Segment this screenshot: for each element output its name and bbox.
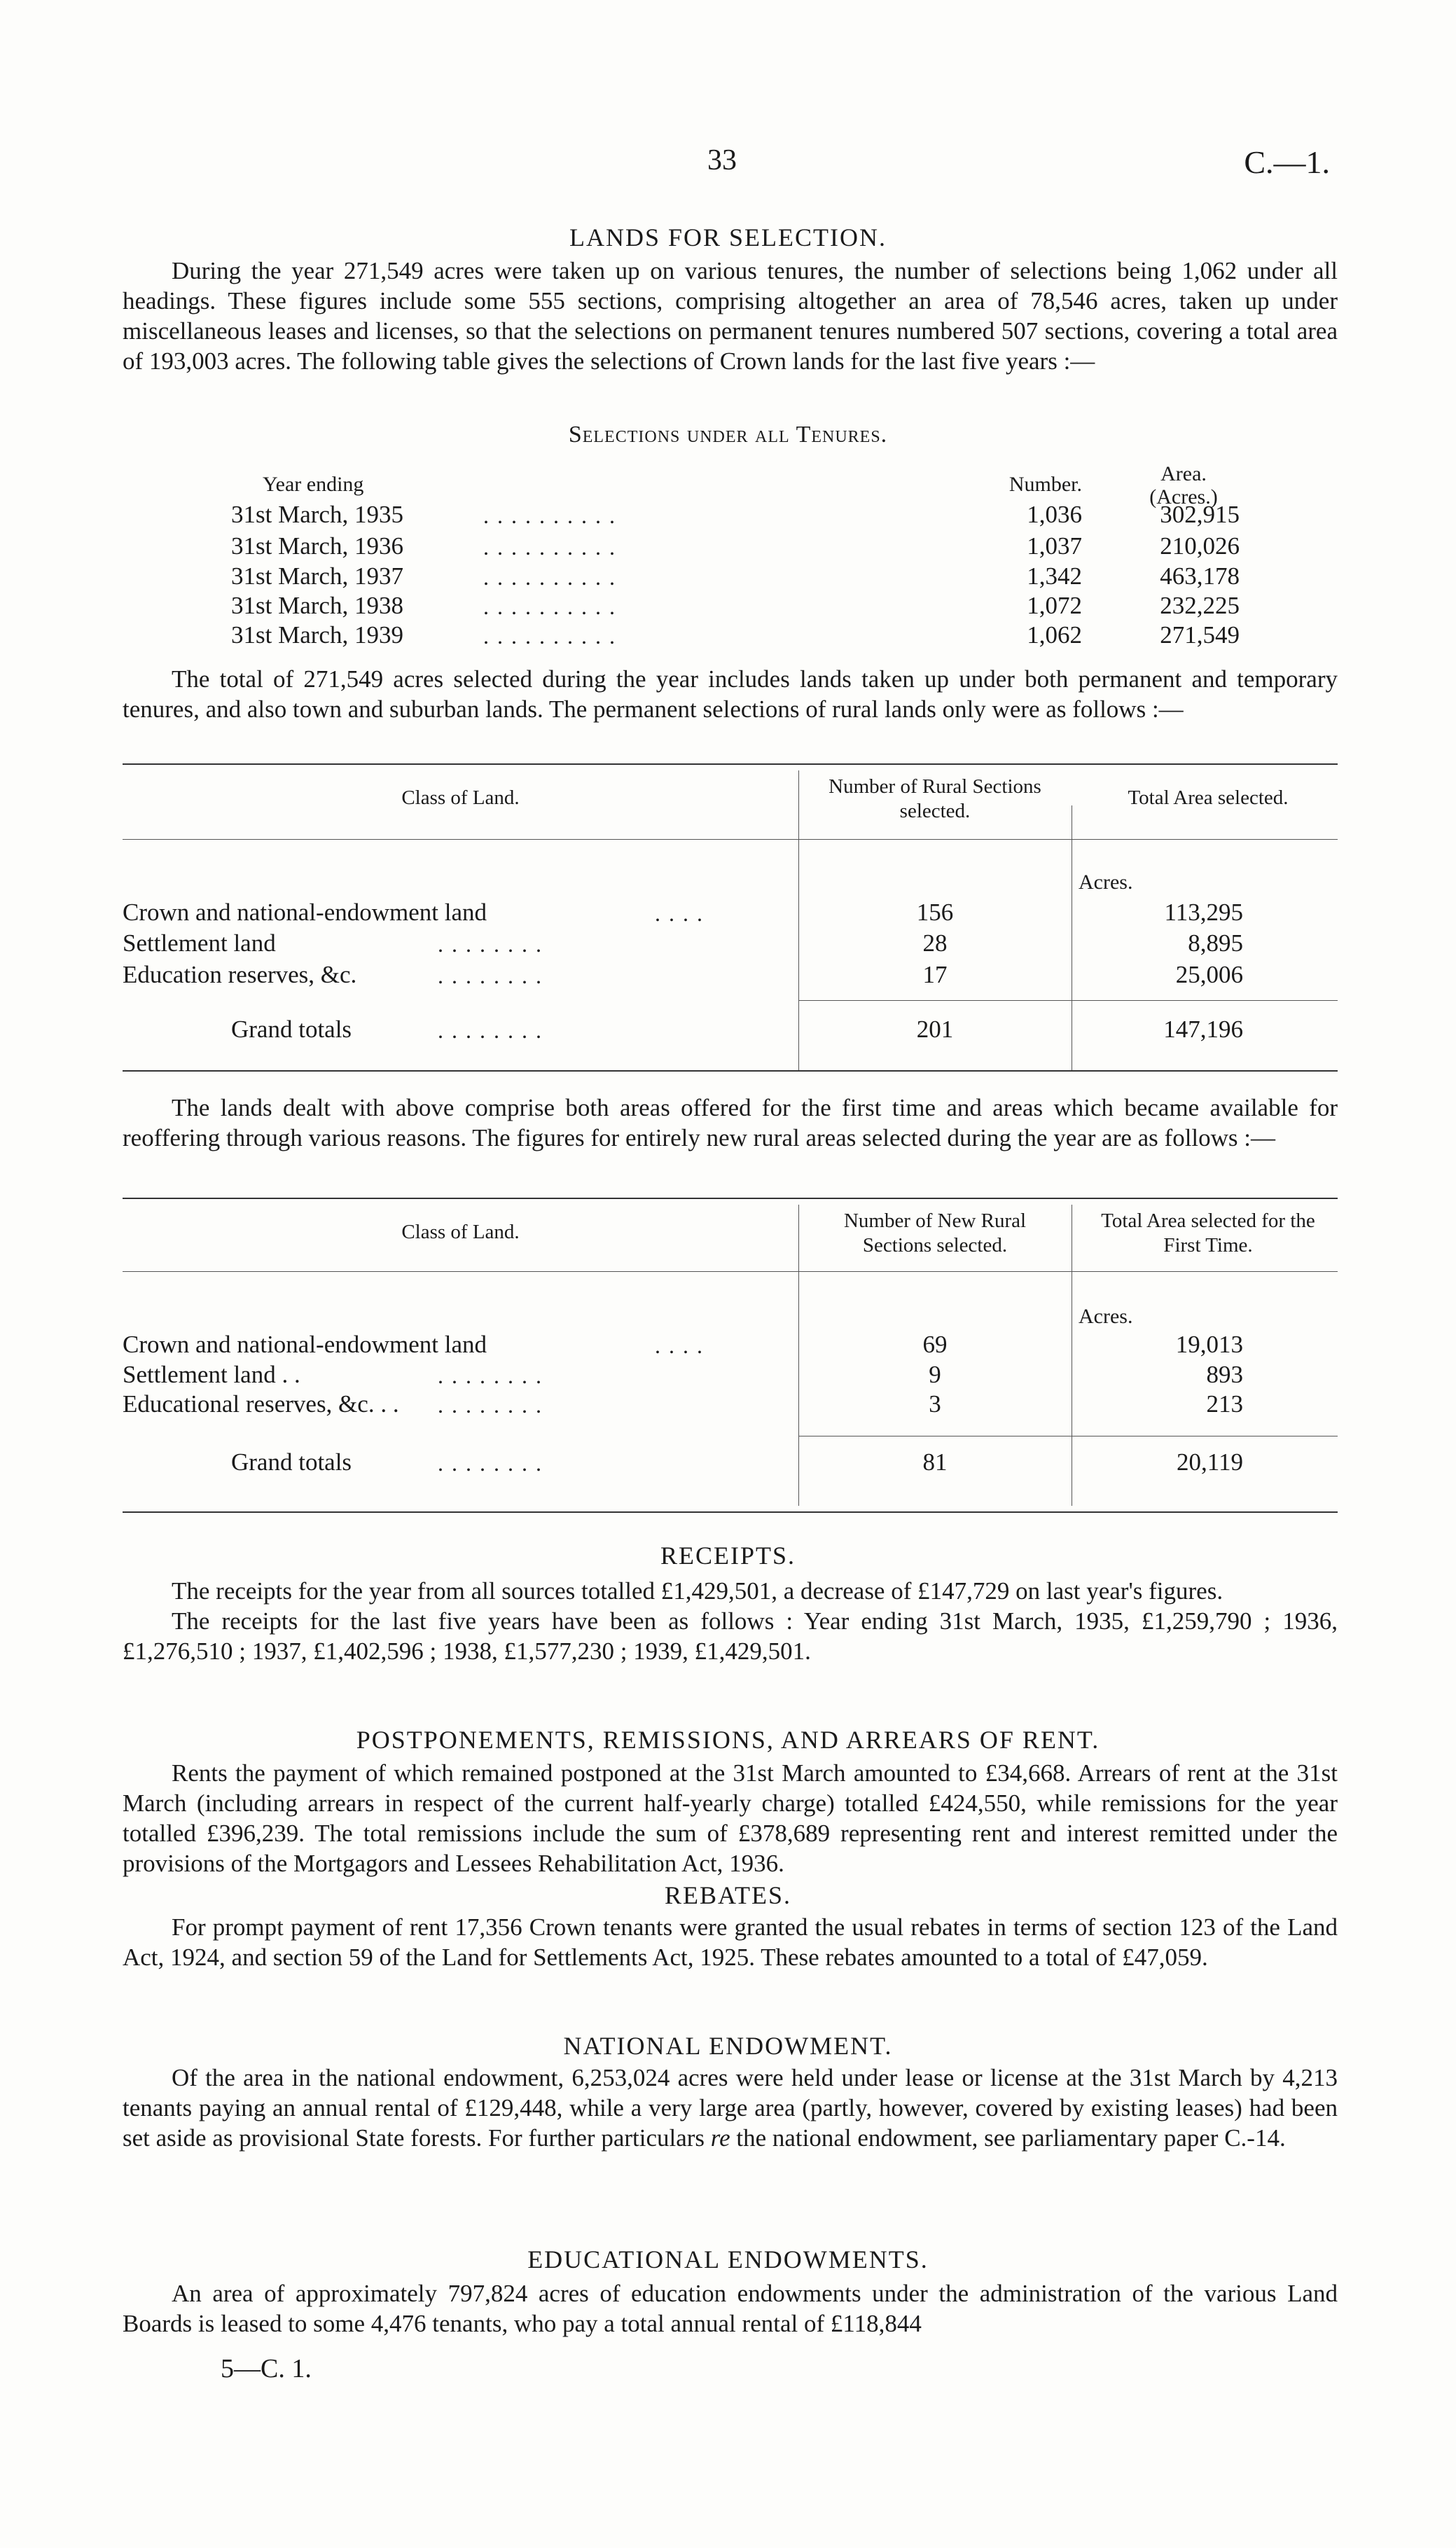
sel-number: 1,037 xyxy=(1027,532,1082,560)
sel-dots: . . . . . . . . . . xyxy=(483,623,616,649)
rebates-heading: REBATES. xyxy=(664,1881,792,1909)
rebates-text xyxy=(123,1912,1338,1972)
national-endowment-p1-b: the national endowment, see parliamentary paper C.-14. xyxy=(730,2124,1286,2152)
table2-row-dots: . . . . . . . . xyxy=(438,1392,543,1418)
lands-para2 xyxy=(123,664,1338,724)
table2-row-label: Settlement land . . xyxy=(123,1361,300,1388)
table2-row-label: Crown and national-endowment land xyxy=(123,1331,487,1358)
sel-number: 1,342 xyxy=(1027,562,1082,590)
table1-col-number: Number of Rural Sections selected. xyxy=(828,775,1041,822)
lands-para3-text: The lands dealt with above comprise both areas offered for the first time and areas which became available for reoffering through various reasons. The figures for entirely new rural areas selected during the year are as follows :— xyxy=(123,1094,1338,1151)
table1-row-number: 28 xyxy=(922,929,948,957)
table1-row-dots: . . . . . . . . xyxy=(438,963,543,988)
lands-intro-text: During the year 271,549 acres were taken up on various tenures, the number of selections being 1,062 under all headings. These figures include some 555 sections, comprising altogether an area of 78,546 acres, taken up under miscellaneous leases and licenses, so that the selections on permanent tenures numbered 507 sections, covering a total area of 193,003 acres. The following table gives the selections of Crown lands for the last five years :— xyxy=(123,257,1338,375)
page-number: 33 xyxy=(707,144,737,176)
table-rule xyxy=(123,763,1338,765)
table1-row-number: 17 xyxy=(922,961,948,988)
sel-area: 302,915 xyxy=(1160,501,1240,528)
table2-col-class: Class of Land. xyxy=(401,1221,520,1243)
national-endowment-text xyxy=(123,2063,1338,2153)
table1-row-dots: . . . . . . . . xyxy=(438,932,543,957)
lands-intro xyxy=(123,256,1338,376)
table2-row-label: Educational reserves, &c. . . xyxy=(123,1390,399,1418)
table1-row-label: Education reserves, &c. xyxy=(123,961,357,988)
receipts-p2: The receipts for the last five years have been as follows : Year ending 31st March, 1935, £1,259,790 ; 1936, £1,276,510 ; 1937, £1,402,596 ; 1938, £1,577,230 ; 1939, £1,429,501. xyxy=(123,1607,1338,1665)
sel-year: 31st March, 1939 xyxy=(231,621,403,649)
table-rule xyxy=(123,1271,1338,1272)
table1-row-area: 25,006 xyxy=(1175,961,1243,988)
sel-area: 271,549 xyxy=(1160,621,1240,649)
lands-heading: LANDS FOR SELECTION. xyxy=(569,223,887,251)
table-rule xyxy=(798,1000,1338,1001)
table2-total-number: 81 xyxy=(922,1448,948,1476)
table1-row-area: 113,295 xyxy=(1164,899,1243,926)
table1-row-dots: . . . . xyxy=(655,901,704,926)
sel-year: 31st March, 1936 xyxy=(231,532,403,560)
table1-total-dots: . . . . . . . . xyxy=(438,1018,543,1043)
table2-row-number: 69 xyxy=(922,1331,948,1358)
sel-number: 1,072 xyxy=(1027,592,1082,619)
educational-endowments-text xyxy=(123,2278,1338,2339)
table2-row-area: 19,013 xyxy=(1175,1331,1243,1358)
table2-row-area: 213 xyxy=(1206,1390,1243,1418)
signature-mark: 5—C. 1. xyxy=(221,2354,312,2383)
sel-number: 1,062 xyxy=(1027,621,1082,649)
table1-col-class: Class of Land. xyxy=(401,787,520,809)
table1-row-number: 156 xyxy=(916,899,954,926)
sel-number: 1,036 xyxy=(1027,501,1082,528)
paper-reference: C.—1. xyxy=(1244,144,1330,180)
table2-col-number: Number of New Rural Sections selected. xyxy=(843,1210,1027,1256)
table1-unit: Acres. xyxy=(1079,871,1133,894)
table2-row-dots: . . . . xyxy=(655,1333,704,1358)
postponements-text xyxy=(123,1758,1338,1878)
table2-total-area: 20,119 xyxy=(1177,1448,1243,1476)
receipts-text xyxy=(123,1576,1338,1666)
rebates-p1: For prompt payment of rent 17,356 Crown tenants were granted the usual rebates in terms of section 123 of the Land Act, 1924, and section 59 of the Land for Settlements Act, 1925. These rebates amounted to a total of £47,059. xyxy=(123,1913,1338,1971)
table1-total-area: 147,196 xyxy=(1163,1016,1243,1043)
sel-area: 210,026 xyxy=(1160,532,1240,560)
table1-row-label: Crown and national-endowment land xyxy=(123,899,487,926)
table2-row-number: 3 xyxy=(929,1390,941,1418)
selections-title: Selections under all Tenures. xyxy=(568,422,888,448)
national-endowment-p1-re: re xyxy=(710,2124,730,2152)
receipts-heading: RECEIPTS. xyxy=(660,1542,796,1570)
table-rule xyxy=(123,839,1338,840)
educational-endowments-heading: EDUCATIONAL ENDOWMENTS. xyxy=(527,2245,929,2273)
national-endowment-heading: NATIONAL ENDOWMENT. xyxy=(563,2032,893,2060)
sel-year: 31st March, 1938 xyxy=(231,592,403,619)
table-rule xyxy=(123,1070,1338,1072)
table2-col-area: Total Area selected for the First Time. xyxy=(1101,1210,1315,1256)
table-rule xyxy=(123,1198,1338,1199)
sel-col-area: Area. xyxy=(1160,462,1207,485)
sel-dots: . . . . . . . . . . xyxy=(483,565,616,590)
table1-row-label: Settlement land xyxy=(123,929,276,957)
receipts-p1: The receipts for the year from all sources totalled £1,429,501, a decrease of £147,729 on last year's figures. xyxy=(172,1577,1223,1605)
sel-dots: . . . . . . . . . . xyxy=(483,534,616,560)
table2-row-area: 893 xyxy=(1206,1361,1243,1388)
sel-dots: . . . . . . . . . . xyxy=(483,503,616,528)
educational-endowments-p1: An area of approximately 797,824 acres of education endowments under the administration of the various Land Boards is leased to some 4,476 tenants, who pay a total annual rental of £118,844 xyxy=(123,2280,1338,2337)
sel-col-number: Number. xyxy=(1008,473,1082,496)
lands-para3 xyxy=(123,1093,1338,1153)
table2-total-label: Grand totals xyxy=(231,1448,352,1476)
sel-col-year: Year ending xyxy=(263,473,364,496)
table2-row-number: 9 xyxy=(929,1361,941,1388)
table1-total-number: 201 xyxy=(916,1016,954,1043)
sel-year: 31st March, 1935 xyxy=(231,501,403,528)
sel-area: 232,225 xyxy=(1160,592,1240,619)
table2-total-dots: . . . . . . . . xyxy=(438,1450,543,1476)
table-rule xyxy=(123,1511,1338,1513)
national-endowment-p1-a: Of the area in the national endowment, 6,253,024 acres were held under lease or license at the 31st March by 4,213 tenants paying an annual rental of £129,448, while a very large area (partly, however, covered by existing leases) had been set aside as provisional State forests. For further particulars xyxy=(123,2064,1338,2152)
table2-row-dots: . . . . . . . . xyxy=(438,1363,543,1388)
table1-col-area: Total Area selected. xyxy=(1128,787,1289,809)
sel-year: 31st March, 1937 xyxy=(231,562,403,590)
postponements-heading: POSTPONEMENTS, REMISSIONS, AND ARREARS OF RENT. xyxy=(356,1726,1100,1754)
table1-row-area: 8,895 xyxy=(1188,929,1243,957)
table1-total-label: Grand totals xyxy=(231,1016,352,1043)
sel-area: 463,178 xyxy=(1160,562,1240,590)
sel-col-area-unit: (Acres.) xyxy=(1149,485,1218,508)
table2-unit: Acres. xyxy=(1079,1305,1133,1328)
lands-para2-text: The total of 271,549 acres selected during the year includes lands taken up under both permanent and temporary tenures, and also town and suburban lands. The permanent selections of rural lands only were as follows :— xyxy=(123,665,1338,723)
national-endowment-p1 xyxy=(123,2063,1338,2153)
sel-dots: . . . . . . . . . . xyxy=(483,594,616,619)
postponements-p1: Rents the payment of which remained postponed at the 31st March amounted to £34,668. Arrears of rent at the 31st March (including arrears in respect of the current half-yearly charge) totalled £424,550, while remissions for the year totalled £396,239. The total remissions include the sum of £378,689 representing rent and interest remitted under the provisions of the Mortgagors and Lessees Rehabilitation Act, 1936. xyxy=(123,1759,1338,1877)
